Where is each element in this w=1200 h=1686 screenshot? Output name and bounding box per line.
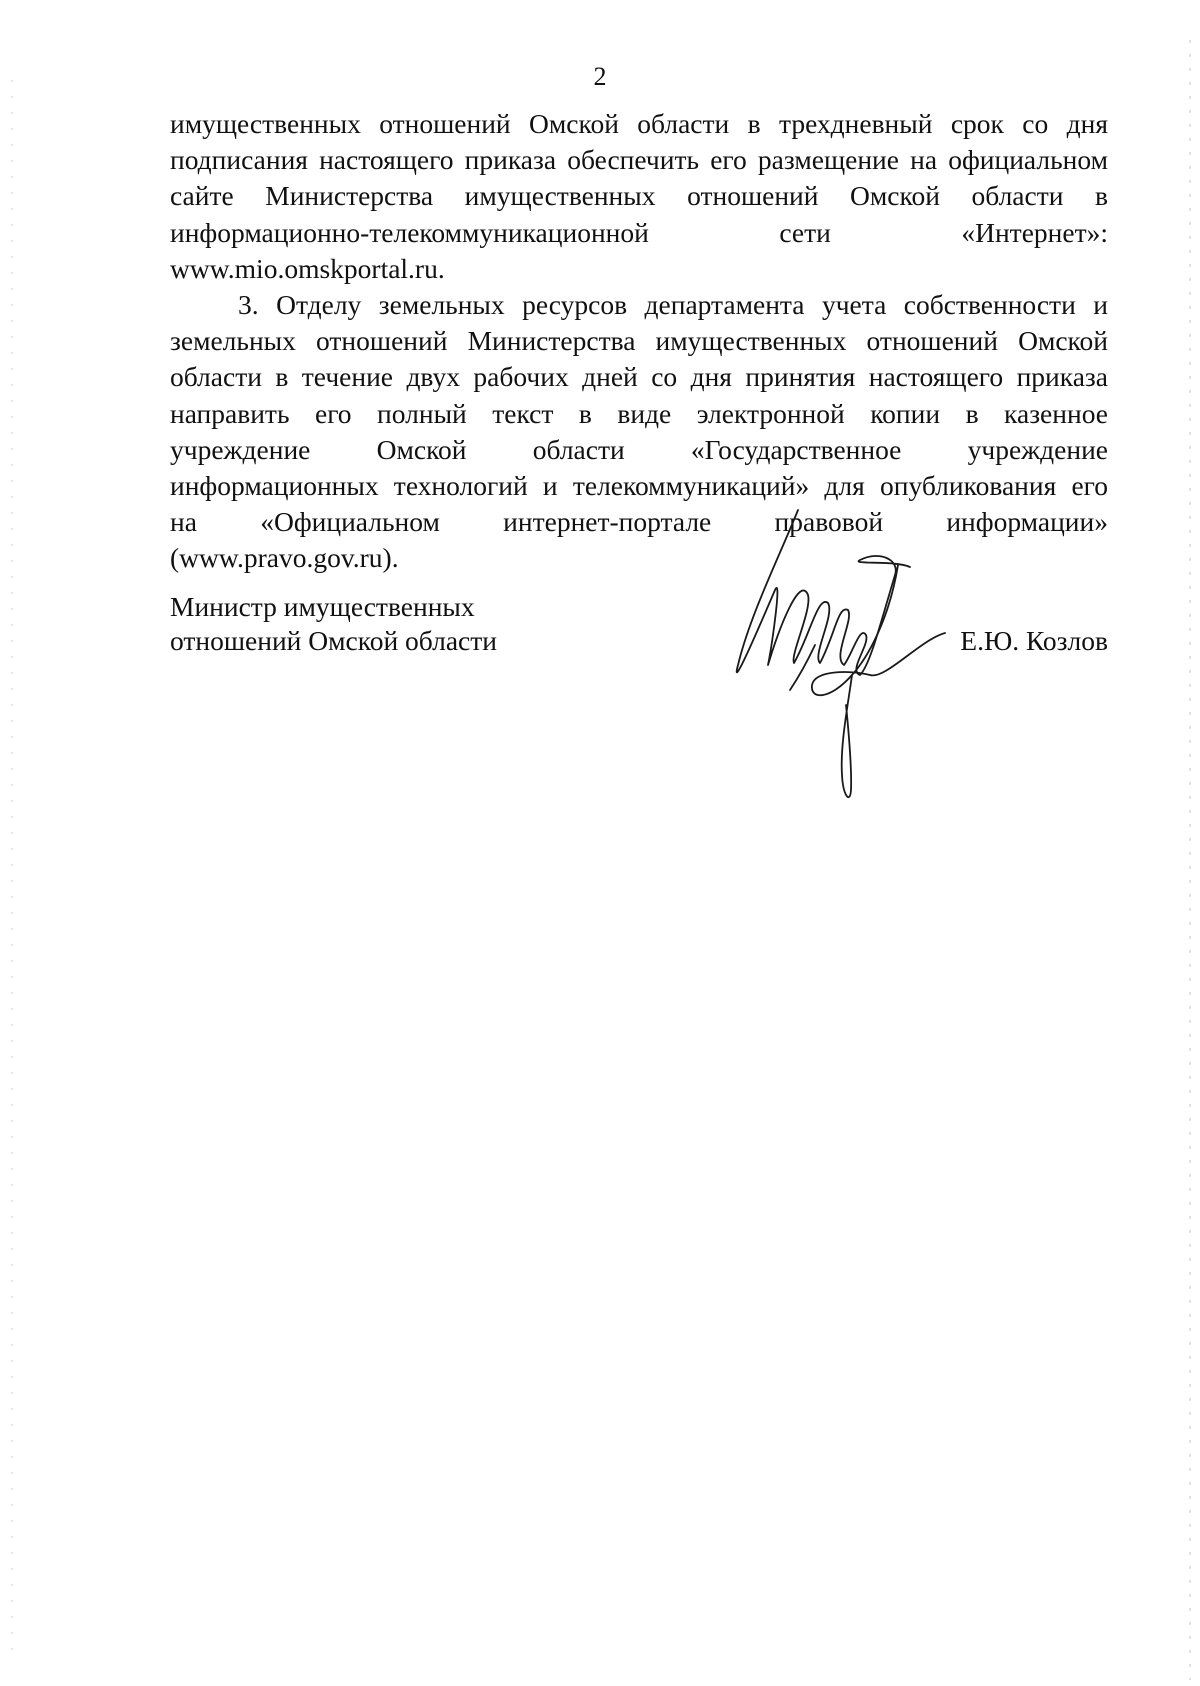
- position-line: Министр имущественных: [170, 591, 475, 622]
- text-line: сайте Министерства имущественных отношений Омской области в: [170, 180, 1108, 212]
- text-line: 3. Отделу земельных ресурсов департамента учета собственности и: [238, 288, 1108, 320]
- text-line: подписания настоящего приказа обеспечить его размещение на официальном: [170, 144, 1108, 176]
- text-line: направить его полный текст в виде электронной копии в казенное: [170, 397, 1108, 429]
- text-line: (www.pravo.gov.ru).: [170, 542, 399, 574]
- signer-name: Е.Ю. Козлов: [960, 625, 1108, 656]
- scan-edge-right: [1188, 0, 1192, 1686]
- handwritten-signature-icon: [720, 505, 950, 805]
- page-number: 2: [593, 62, 607, 91]
- text-line: на «Официальном интернет-портале правовой информации»: [170, 506, 1108, 538]
- text-line: земельных отношений Министерства имущественных отношений Омской: [170, 325, 1108, 357]
- position-line: отношений Омской области: [170, 625, 497, 656]
- text-line: информационных технологий и телекоммуникаций» для опубликования его: [170, 469, 1108, 501]
- text-line: информационно-телекоммуникационной сети «Интернет»:: [170, 216, 1108, 248]
- text-line: www.mio.omskportal.ru.: [170, 252, 445, 284]
- document-body: [170, 106, 1108, 576]
- scan-edge-left: [10, 0, 14, 1686]
- signatory-position: [170, 590, 497, 658]
- text-line: имущественных отношений Омской области в трехдневный срок со дня: [170, 108, 1108, 139]
- paragraph-2: [170, 287, 1108, 577]
- paragraph-1: [170, 106, 1108, 287]
- text-line: учреждение Омской области «Государственное учреждение: [170, 433, 1108, 465]
- text-line: области в течение двух рабочих дней со дня принятия настоящего приказа: [170, 361, 1108, 393]
